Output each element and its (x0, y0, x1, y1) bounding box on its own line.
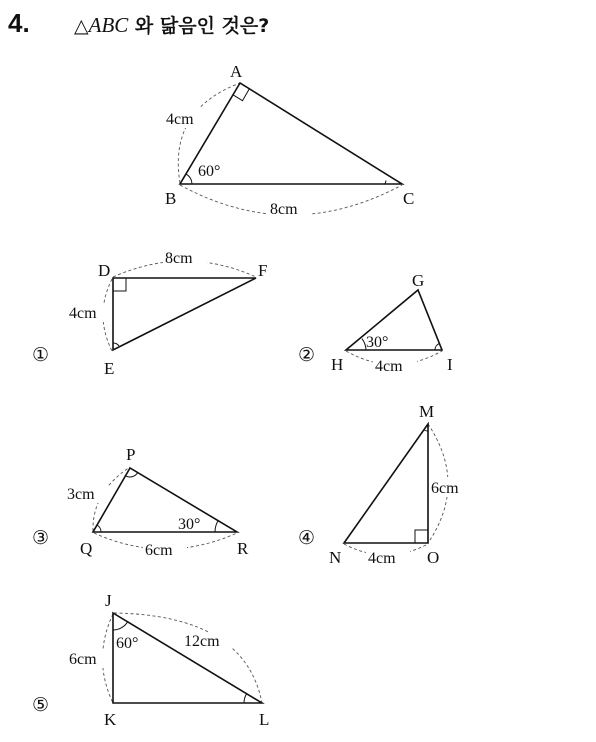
option-2-figure (298, 271, 453, 375)
vertex-b: B (165, 189, 177, 208)
option-2-marker[interactable]: ② (298, 344, 316, 366)
vertex-l: L (259, 710, 270, 729)
triangle-ghi (346, 290, 442, 350)
triangle-mno (344, 424, 428, 543)
vertex-d: D (98, 261, 111, 280)
angle-j-label: 60° (116, 635, 139, 652)
side-qp-label: 3cm (67, 486, 95, 503)
side-qr-label: 6cm (145, 542, 173, 559)
angle-l-mark (244, 694, 247, 703)
vertex-p: P (126, 445, 136, 464)
side-jl-label: 12cm (184, 633, 220, 650)
vertex-g: G (412, 271, 425, 290)
vertex-h: H (331, 355, 344, 374)
angle-q-mark (97, 525, 101, 532)
vertex-f: F (258, 261, 268, 280)
side-de-label: 4cm (69, 305, 97, 322)
option-1-marker[interactable]: ① (32, 344, 50, 366)
angle-i-mark (435, 344, 439, 351)
side-bc-label: 8cm (270, 201, 298, 218)
vertex-n: N (329, 548, 342, 567)
angle-r-arc (215, 521, 218, 532)
vertex-k: K (104, 710, 117, 729)
vertex-q: Q (80, 539, 93, 558)
triangle-jkl (113, 613, 262, 703)
angle-b-arc (186, 174, 192, 184)
question-prompt: 와 닮음인 것은? (134, 15, 270, 37)
vertex-j: J (105, 591, 112, 610)
angle-b-label: 60° (198, 163, 221, 180)
vertex-o: O (427, 548, 440, 567)
vertex-c: C (403, 189, 415, 208)
angle-r-label: 30° (178, 516, 201, 533)
side-df-label: 8cm (165, 250, 193, 267)
vertex-i: I (447, 355, 453, 374)
triangle-abc-figure (165, 62, 414, 218)
question-number: 4. (8, 8, 30, 38)
option-3-marker[interactable]: ③ (32, 527, 50, 549)
option-1-figure (32, 249, 267, 378)
triangle-symbol: △ (74, 15, 89, 37)
option-5-marker[interactable]: ⑤ (32, 694, 50, 716)
side-no-label: 4cm (368, 550, 396, 567)
angle-h-label: 30° (366, 334, 389, 351)
vertex-e: E (104, 359, 115, 378)
option-5-figure (32, 591, 269, 729)
angle-j-arc (113, 622, 128, 630)
triangle-pqr (93, 468, 237, 532)
option-3-figure (32, 445, 249, 559)
triangle-def (113, 278, 256, 350)
vertex-a: A (230, 62, 243, 81)
right-angle-mark-d (113, 278, 126, 291)
side-mo-label: 6cm (431, 480, 459, 497)
triangle-name: ABC (88, 13, 129, 37)
side-hi-label: 4cm (375, 358, 403, 375)
right-angle-mark-o (415, 530, 428, 543)
option-4-figure (298, 402, 472, 567)
side-ab-label: 4cm (166, 111, 194, 128)
angle-e-mark (113, 343, 119, 346)
vertex-r: R (237, 539, 249, 558)
side-jk-label: 6cm (69, 651, 97, 668)
vertex-m: M (419, 402, 435, 421)
option-4-marker[interactable]: ④ (298, 527, 316, 549)
